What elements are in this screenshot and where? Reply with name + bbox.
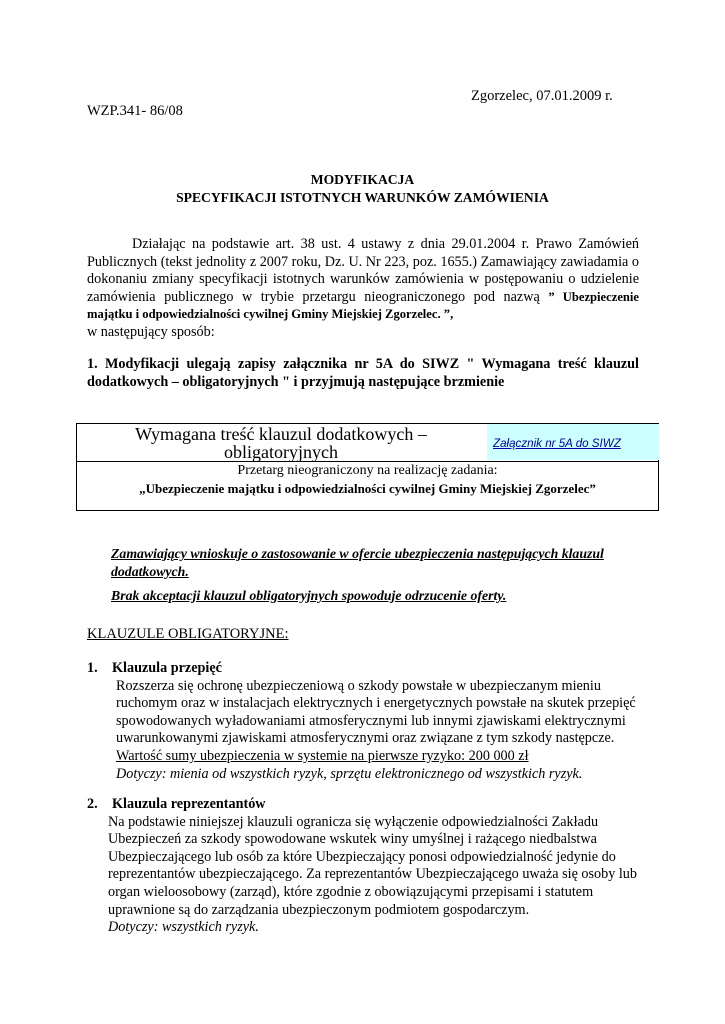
note-request: Zamawiający wnioskuje o zastosowanie w ofercie ubezpieczenia następujących klauzul dodatkowych. bbox=[111, 546, 604, 579]
clause-number: 2. bbox=[87, 796, 98, 812]
note-rejection: Brak akceptacji klauzul obligatoryjnych spowoduje odrzucenie oferty. bbox=[111, 588, 507, 603]
modification-statement: 1. Modyfikacji ulegają zapisy załącznika nr 5A do SIWZ " Wymagana treść klauzul dodatkowych – obligatoryjnych " i przyjmują następujące brzmienie bbox=[87, 356, 639, 390]
clause-limit: Wartość sumy ubezpieczenia w systemie na pierwsze ryzyko: 200 000 zł bbox=[116, 747, 529, 764]
annex-heading-line2: obligatoryjnych bbox=[224, 442, 338, 462]
annex-header-box bbox=[76, 423, 659, 511]
annex-tag: Załącznik nr 5A do SIWZ bbox=[487, 424, 659, 460]
clause-title: Klauzula przepięć bbox=[112, 660, 222, 676]
clause-2 bbox=[87, 796, 647, 937]
tender-task: „Ubezpieczenie majątku i odpowiedzialności cywilnej Gminy Miejskiej Zgorzelec” bbox=[139, 481, 596, 496]
intro-paragraph bbox=[87, 236, 639, 342]
annex-header-row bbox=[77, 424, 658, 462]
clause-applies: Dotyczy: wszystkich ryzyk. bbox=[108, 919, 259, 936]
clause-applies: Dotyczy: mienia od wszystkich ryzyk, sprzętu elektronicznego od wszystkich ryzyk. bbox=[116, 765, 583, 782]
tender-subtitle: Przetarg nieograniczony na realizację zadania: bbox=[237, 463, 498, 478]
place-date: Zgorzelec, 07.01.2009 r. bbox=[471, 88, 613, 104]
clause-number: 1. bbox=[87, 660, 98, 676]
clause-title: Klauzula reprezentantów bbox=[112, 796, 266, 812]
clause-1 bbox=[87, 660, 647, 783]
procurement-name: ” Ubezpieczenie majątku i odpowiedzialności cywilnej Gminy Miejskiej Zgorzelec. ”, bbox=[87, 289, 639, 322]
intro-ending: w następujący sposób: bbox=[87, 323, 215, 340]
document-title: MODYFIKACJA bbox=[310, 172, 415, 187]
clause-text: Na podstawie niniejszej klauzuli ogranicza się wyłączenie odpowiedzialności Zakładu Ubezpieczeń za szkody spowodowane wskutek winy umyślnej i rażącego niedbalstwa Ubezpieczającego lub osób za które Ubezpieczający ponosi odpowiedzialność jedynie do reprezentantów ubezpieczającego. Za reprezentantów Ubezpieczającego uważa się osoby lub organ wieloosobowy (zarząd), które zgodnie z obowiązującymi przepisami i statutem uprawnione są do zarządzania ubezpieczonym podmiotem gospodarczym. bbox=[108, 813, 637, 918]
reference-number: WZP.341- 86/08 bbox=[87, 103, 183, 119]
document-subtitle: SPECYFIKACJI ISTOTNYCH WARUNKÓW ZAMÓWIENIA bbox=[176, 190, 549, 205]
intro-text: Działając na podstawie art. 38 ust. 4 ustawy z dnia 29.01.2004 r. Prawo Zamówień Publicznych (tekst jednolity z 2007 roku, Dz. U. Nr 223, poz. 1655.) Zamawiający zawiadamia o dokonaniu zmiany specyfikacji istotnych warunków zamówienia w postępowaniu o udzielenie zamówienia publicznego w trybie przetargu nieograniczonego pod nazwą bbox=[87, 236, 639, 305]
annex-heading-line1: Wymagana treść klauzul dodatkowych – bbox=[135, 424, 427, 444]
section-title: KLAUZULE OBLIGATORYJNE: bbox=[87, 626, 289, 642]
annex-heading bbox=[77, 425, 485, 461]
clause-text: Rozszerza się ochronę ubezpieczeniową o szkody powstałe w ubezpieczanym mieniu ruchomym oraz w instalacjach elektrycznych i energetycznych powstałe na skutek przepięć spowodowanych wyładowaniami atmosferycznymi lub innymi zjawiskami elektrycznymi uwarunkowanymi zjawiskami atmosferycznymi oraz związane z tym szkody następcze. bbox=[116, 677, 636, 747]
